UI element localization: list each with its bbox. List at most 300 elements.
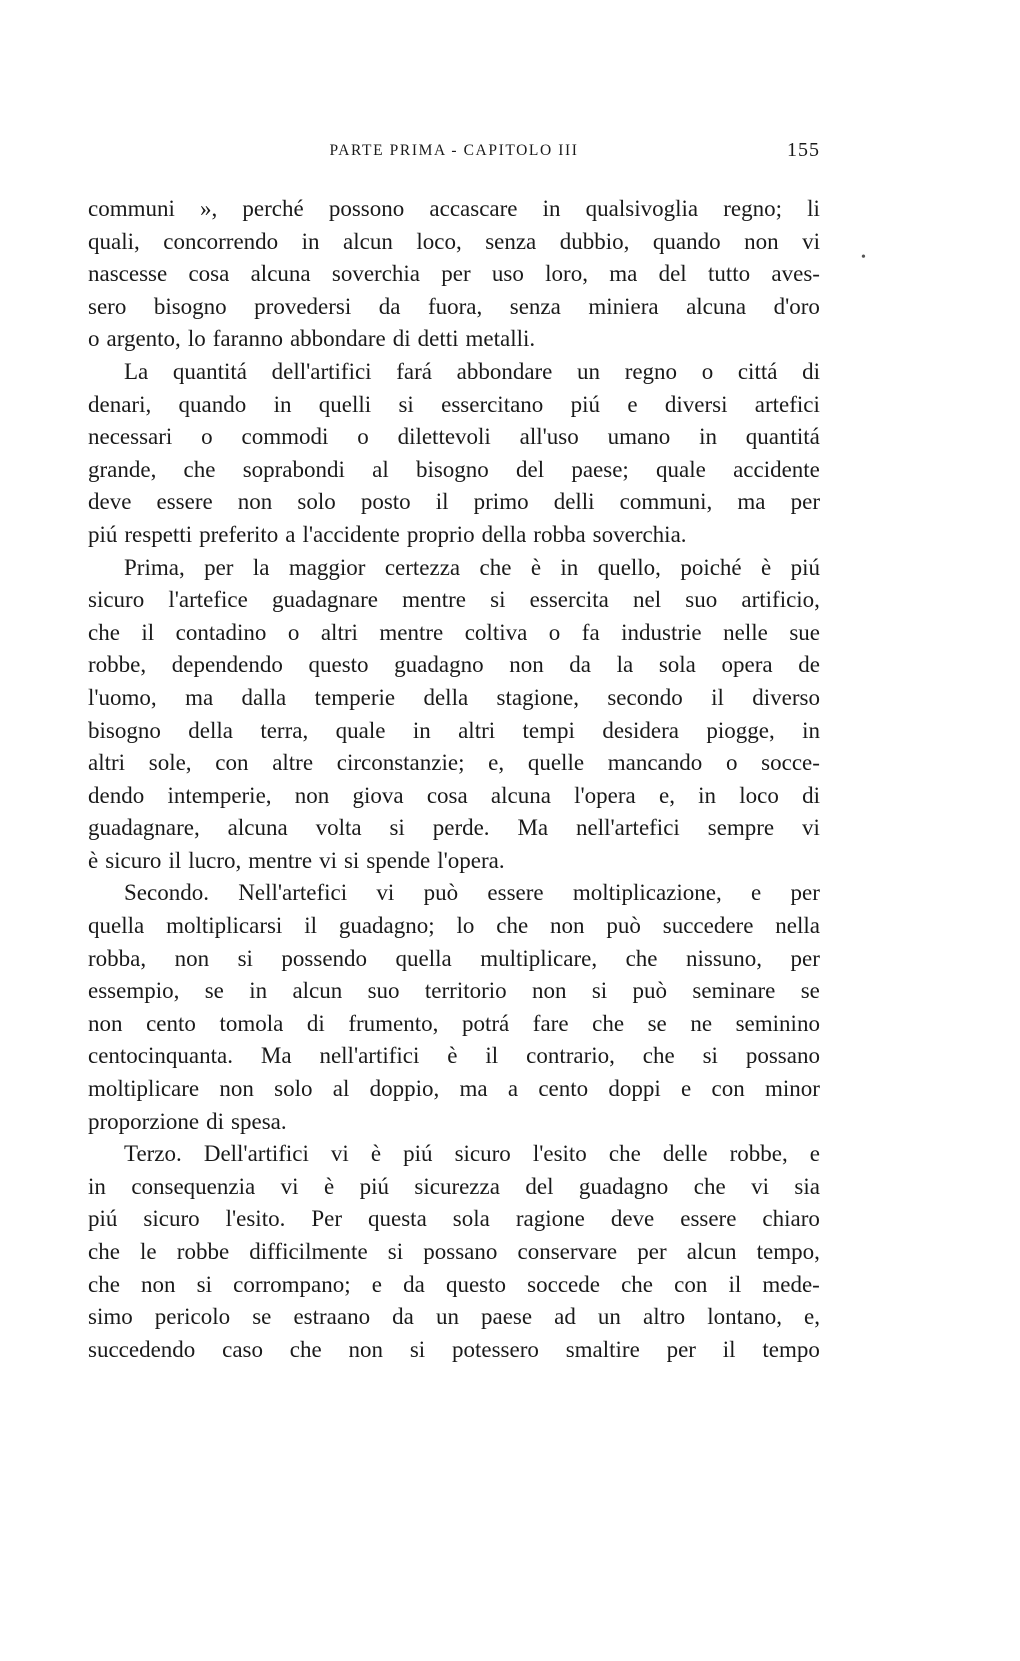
word: maggior [288, 554, 366, 580]
word: della [188, 717, 233, 743]
word: un [435, 1304, 459, 1330]
word: dalla [241, 684, 287, 710]
word: di [392, 326, 411, 352]
text-line [88, 1171, 820, 1204]
word: le [140, 1239, 157, 1264]
text-line [88, 812, 820, 845]
word: può [606, 913, 641, 939]
word: l'opera [574, 782, 636, 808]
word: il [728, 1271, 742, 1297]
word: fare [532, 1010, 569, 1036]
word: l'uomo, [88, 684, 157, 710]
word: provedersi [254, 293, 352, 319]
word: che [642, 1043, 675, 1069]
word: o [701, 358, 714, 384]
word: cosa [426, 782, 468, 808]
word: volta [315, 815, 362, 841]
word: si [490, 587, 506, 613]
word: seminino [735, 1010, 820, 1036]
word: che [88, 619, 120, 645]
word: accidente [733, 456, 820, 482]
running-title: PARTE PRIMA - CAPITOLO III [329, 142, 579, 159]
word: soprabondi [242, 456, 345, 482]
word: quale [335, 717, 386, 743]
word: che [88, 1239, 120, 1264]
word: ne [690, 1010, 713, 1036]
word: e [681, 1076, 692, 1102]
word: è [323, 1173, 335, 1199]
word: piú [790, 554, 820, 580]
text-line [88, 356, 820, 389]
word: non [509, 652, 544, 678]
word: di [802, 782, 820, 808]
word: uso [491, 261, 524, 287]
word: non [237, 489, 273, 515]
text-line [88, 649, 820, 682]
word: non [348, 1336, 384, 1362]
text-line [88, 258, 820, 291]
word: se [800, 978, 820, 1004]
word: sero [88, 293, 127, 319]
word: si [398, 391, 414, 417]
word: l'opera. [437, 847, 505, 873]
word: dubbio, [559, 228, 630, 254]
text-line [88, 1269, 820, 1302]
word: la [616, 652, 634, 678]
word: si [343, 847, 360, 873]
word: o [548, 619, 561, 645]
text-line [88, 1073, 820, 1106]
word: non [141, 1271, 176, 1297]
word: o [725, 750, 738, 776]
word: sue [789, 619, 820, 645]
word: li [807, 196, 820, 221]
word: e [751, 880, 762, 906]
word: moltiplicare [88, 1076, 200, 1102]
word: de [798, 652, 820, 678]
word: piú [359, 1173, 389, 1199]
word: essere [680, 1206, 737, 1232]
word: Dell'artifici [203, 1141, 309, 1167]
word: spende [366, 847, 431, 873]
word: cosa [188, 261, 230, 287]
word: si [387, 1239, 404, 1264]
word: faranno [212, 326, 283, 352]
word: delle [662, 1141, 708, 1167]
word: che [625, 945, 658, 971]
word: Nell'artefici [238, 880, 348, 906]
word: La [124, 358, 149, 384]
word: bisogno [415, 456, 489, 482]
word: piú [403, 1141, 433, 1167]
word: industrie [621, 619, 702, 645]
word: vi [376, 880, 395, 906]
word: », [200, 196, 218, 221]
word: fa [581, 619, 600, 645]
word: fuora, [427, 293, 483, 319]
word: ma [737, 489, 766, 515]
word: regno; [723, 196, 782, 221]
word: di [802, 358, 820, 384]
word: ad [554, 1304, 576, 1330]
word: piogge, [706, 717, 775, 743]
word: essempio, [88, 978, 180, 1004]
word: e, [658, 782, 675, 808]
word: in [542, 196, 561, 221]
word: e, [804, 1304, 820, 1330]
word: altri [458, 717, 496, 743]
word: mede- [762, 1271, 820, 1297]
word: per [204, 554, 234, 580]
word: pericolo [154, 1304, 231, 1330]
text-line [88, 584, 820, 617]
word: quelli [318, 391, 372, 417]
word: loro, [545, 261, 588, 287]
word: l'artefice [168, 587, 248, 613]
word: che [608, 1141, 641, 1167]
text-line [88, 747, 820, 780]
word: che [693, 1173, 726, 1199]
word: vi [319, 847, 337, 873]
word: terra, [260, 717, 309, 743]
word: altri [88, 750, 126, 776]
word: circonstanzie; [336, 750, 465, 776]
word: dependendo [171, 652, 283, 678]
word: il [168, 847, 182, 873]
word: e [371, 1271, 382, 1297]
word: solo [297, 489, 336, 515]
word: robbe, [88, 652, 147, 678]
word: suo [367, 978, 400, 1004]
word: potessero [452, 1336, 539, 1362]
word: nascesse [88, 261, 168, 287]
word: è [370, 1141, 382, 1167]
word: al [372, 456, 389, 482]
word: il [711, 684, 724, 710]
word: Secondo. [124, 880, 209, 906]
word: nella [775, 913, 820, 939]
word: con [674, 1271, 708, 1297]
word: da [569, 652, 592, 678]
word: questa [368, 1206, 427, 1232]
word: e [809, 1141, 820, 1167]
word: metalli. [465, 326, 536, 352]
word: coltiva [464, 619, 528, 645]
word: abbondare [456, 358, 553, 384]
word: succedere [662, 913, 754, 939]
word: da [403, 1271, 425, 1297]
word: corrompano; [233, 1271, 351, 1297]
word: solo [274, 1076, 313, 1102]
word: necessari [88, 424, 173, 450]
word: robbe [176, 1239, 230, 1264]
word: cento [538, 1076, 589, 1102]
word: loco [739, 782, 779, 808]
running-head [88, 140, 820, 166]
word: sia [794, 1173, 820, 1199]
text-line [88, 715, 820, 748]
word: ma [185, 684, 214, 710]
word: sola [658, 652, 696, 678]
word: quelle [527, 750, 585, 776]
word: Ma [517, 815, 549, 841]
word: della [481, 521, 527, 547]
word: l'esito. [225, 1206, 286, 1232]
word: e [627, 391, 638, 417]
word: soccede [527, 1271, 600, 1297]
word: lo [456, 913, 475, 939]
word: se [252, 1304, 272, 1330]
word: per [790, 489, 820, 515]
word: temperie [314, 684, 396, 710]
word: Prima, [124, 554, 185, 580]
word: nell'artefici [576, 815, 680, 841]
word: suo [685, 587, 718, 613]
word: socce- [761, 750, 820, 776]
word: in [273, 391, 292, 417]
word: alcuna [250, 261, 311, 287]
word: certezza [384, 554, 461, 580]
word: smaltire [565, 1336, 640, 1362]
word: regno [624, 358, 678, 384]
word: piú [570, 391, 601, 417]
word: desidera [602, 717, 679, 743]
word: proprio [406, 521, 475, 547]
word: respetti [124, 521, 193, 547]
word: bisogno [88, 717, 161, 743]
word: soverchia. [592, 521, 687, 547]
word: guadagno; [338, 913, 435, 939]
word: diverso [752, 684, 820, 710]
text-line [88, 975, 820, 1008]
word: lo [187, 326, 206, 352]
word: tutto [707, 261, 751, 287]
word: che [183, 456, 216, 482]
word: è [530, 554, 542, 580]
word: nell'artifici [319, 1043, 420, 1069]
word: quando [652, 228, 721, 254]
word: altre [272, 750, 314, 776]
word: alcun [686, 1239, 737, 1264]
word: si [409, 1336, 426, 1362]
word: perché [242, 196, 304, 221]
word: di [206, 1108, 225, 1134]
text-line [88, 1138, 820, 1171]
word: questo [445, 1271, 507, 1297]
word: dell'artifici [271, 358, 372, 384]
word: Terzo. [124, 1141, 182, 1167]
word: quantitá [172, 358, 247, 384]
word: doppio, [369, 1076, 440, 1102]
word: spesa. [231, 1108, 287, 1134]
word: vi [802, 228, 820, 254]
text-line [88, 1106, 820, 1139]
word: con [215, 750, 249, 776]
word: un [597, 1304, 621, 1330]
word: tempi [522, 717, 575, 743]
word: sicuro [105, 847, 162, 873]
word: mentre [248, 847, 313, 873]
word: diversi [664, 391, 728, 417]
word: proporzione [88, 1108, 200, 1134]
word: o [201, 424, 213, 450]
word: senza [509, 293, 561, 319]
word: umano [607, 424, 671, 450]
word: per [441, 261, 471, 287]
word: seminare [692, 978, 776, 1004]
body-text [88, 193, 820, 1366]
word: moltiplicazione, [572, 880, 722, 906]
word: frumento, [348, 1010, 439, 1036]
word: deve [88, 489, 132, 515]
word: contadino [175, 619, 267, 645]
word: un [577, 358, 601, 384]
word: chiaro [762, 1206, 820, 1232]
word: multiplicare, [480, 945, 598, 971]
word: essercitano [441, 391, 544, 417]
word: se [204, 978, 224, 1004]
word: miniera [588, 293, 659, 319]
word: abbondare [289, 326, 386, 352]
word: contrario, [526, 1043, 615, 1069]
word: vi [802, 815, 820, 841]
word: l'accidente [302, 521, 400, 547]
word: ma [609, 261, 638, 287]
word: in [560, 554, 579, 580]
word: alcuna [227, 815, 288, 841]
word: paese; [571, 456, 629, 482]
word: in [802, 717, 820, 743]
text-line [88, 617, 820, 650]
word: per [790, 880, 820, 906]
text-line [88, 943, 820, 976]
word: guadagno [394, 652, 484, 678]
word: per [790, 945, 820, 971]
word: non [744, 228, 779, 254]
word: sola [452, 1206, 490, 1232]
text-line [88, 323, 820, 356]
word: territorio [424, 978, 507, 1004]
text-line [88, 226, 820, 259]
word: del [525, 1173, 554, 1199]
word: soverchia [331, 261, 421, 287]
word: doppi [608, 1076, 661, 1102]
word: che [289, 1336, 322, 1362]
word: a [285, 521, 296, 547]
word: Ma [260, 1043, 292, 1069]
word: alcun [343, 228, 393, 254]
word: piú [88, 1206, 118, 1232]
word: nelle [723, 619, 768, 645]
word: del [658, 261, 687, 287]
word: sicurezza [414, 1173, 500, 1199]
word: dilettevoli [397, 424, 491, 450]
word: caso [222, 1336, 263, 1362]
word: lontano, [707, 1304, 782, 1330]
word: robba, [88, 945, 147, 971]
word: cittá [737, 358, 778, 384]
word: conservare [517, 1239, 618, 1264]
word: o [88, 326, 100, 352]
word: all'uso [519, 424, 579, 450]
word: cento [146, 1010, 196, 1036]
word: può [423, 880, 459, 906]
text-line [88, 193, 820, 226]
word: che [621, 1271, 653, 1297]
word: per [637, 1239, 667, 1264]
word: loco, [416, 228, 462, 254]
word: tempo, [756, 1239, 820, 1264]
word: in [88, 1173, 106, 1199]
word: primo [473, 489, 529, 515]
word: Per [311, 1206, 343, 1232]
word: per [666, 1336, 696, 1362]
word: accascare [429, 196, 518, 221]
text-line [88, 1301, 820, 1334]
text-line [88, 486, 820, 519]
word: in [698, 782, 717, 808]
word: commodi [241, 424, 329, 450]
word: vi [280, 1173, 299, 1199]
word: che [479, 554, 512, 580]
word: detti [417, 326, 459, 352]
word: sicuro [454, 1141, 511, 1167]
word: preferito [199, 521, 279, 547]
word: minor [764, 1076, 820, 1102]
word: alcun [292, 978, 343, 1004]
word: possono [328, 196, 405, 221]
word: quella [395, 945, 452, 971]
word: intemperie, [167, 782, 272, 808]
word: sicuro [88, 587, 145, 613]
word: la [252, 554, 270, 580]
word: fará [396, 358, 432, 384]
word: è [761, 554, 772, 580]
word: a [507, 1076, 519, 1102]
word: non [174, 945, 210, 971]
word: si [389, 815, 405, 841]
word: succedendo [88, 1336, 196, 1362]
word: bisogno [153, 293, 227, 319]
word: potrá [461, 1010, 510, 1036]
word: robbe, [729, 1141, 788, 1167]
word: centocinquanta. [88, 1043, 233, 1069]
word: perde. [432, 815, 490, 841]
word: si [702, 1043, 718, 1069]
word: denari, [88, 391, 152, 417]
word: che [88, 1271, 120, 1297]
word: o [287, 619, 300, 645]
word: non [550, 913, 585, 939]
word: può [632, 978, 668, 1004]
word: tomola [219, 1010, 284, 1036]
word: lucro, [188, 847, 242, 873]
word: che [592, 1010, 625, 1036]
text-line [88, 291, 820, 324]
word: non [219, 1076, 254, 1102]
text-line [88, 1334, 820, 1367]
text-line [88, 421, 820, 454]
word: concorrendo [163, 228, 279, 254]
word: argento, [106, 326, 181, 352]
word: quello, [597, 554, 661, 580]
word: sempre [707, 815, 775, 841]
word: o [357, 424, 369, 450]
word: aves- [771, 261, 820, 287]
word: mancando [607, 750, 703, 776]
text-line [88, 454, 820, 487]
word: si [237, 945, 253, 971]
